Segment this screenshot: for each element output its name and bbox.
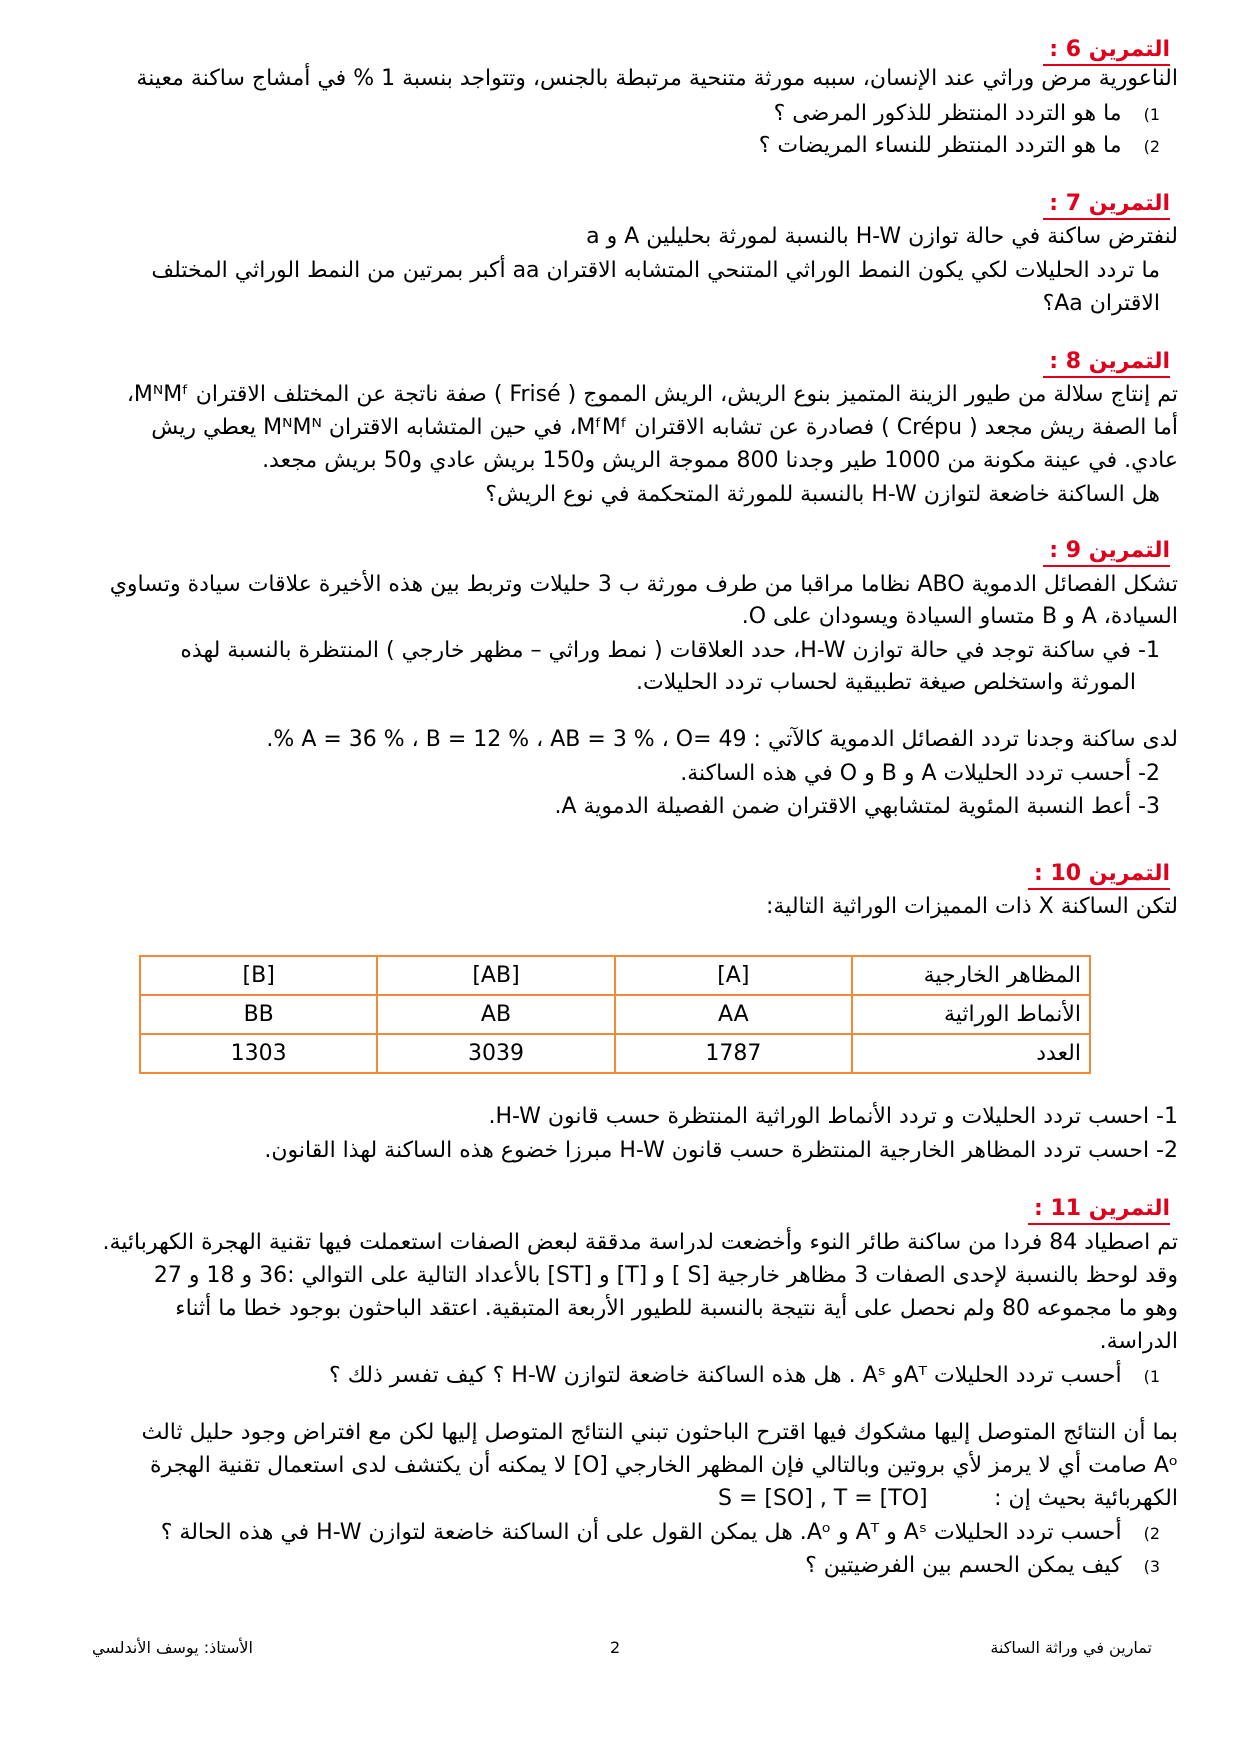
exercise-11-title: التمرين 11 : [1028, 1195, 1170, 1225]
table-cell: 1303 [140, 1034, 377, 1073]
exercise-9-line-2: السيادة، A و B متساو السيادة ويسودان على O. [741, 604, 1178, 629]
exercise-11-paragraph-2: Aᵒ صامت أي لا يرمز لأي بروتين وبالتالي فإن المظهر الخارجي [O] لا يمكنه أن يكتشف لدى استعمال تقنية الهجرة [150, 1453, 1178, 1478]
table-row-label: الأنماط الوراثية [852, 995, 1090, 1034]
exercise-11-question-3 [805, 1551, 1160, 1582]
exercise-9-line-4: المورثة واستخلص صيغة تطبيقية لحساب تردد الحليلات. [636, 670, 1136, 695]
exercise-11-line-4: الدراسة. [1099, 1329, 1178, 1354]
exercise-11-paragraph-3: الكهربائية بحيث إن : [994, 1486, 1178, 1511]
footer-page-number: 2 [610, 1638, 621, 1657]
exercise-7-title: التمرين 7 : [1043, 190, 1170, 220]
exercise-7-line-1: لنفترض ساكنة في حالة توازن H-W بالنسبة لمورثة بحليلين A و a [586, 224, 1178, 249]
exercise-8-line-1: تم إنتاج سلالة من طيور الزينة المتميز بنوع الريش، الريش المموج ( Frisé ) صفة ناتجة عن المختلف الاقتران MᴺMᶠ، [126, 382, 1178, 407]
exercise-7-line-3: الاقتران Aa؟ [1042, 291, 1160, 316]
exercise-11-formula: S = [SO] , T = [TO] [718, 1486, 928, 1511]
question-number: 2) [1143, 1524, 1160, 1543]
exercise-10-title: التمرين 10 : [1028, 860, 1170, 890]
table-cell: 3039 [377, 1034, 614, 1073]
exercise-8-line-4: هل الساكنة خاضعة لتوازن H-W بالنسبة للمورثة المتحكمة في نوع الريش؟ [485, 482, 1160, 507]
exercise-6-text: الناعورية مرض وراثي عند الإنسان، سببه مورثة متنحية مرتبطة بالجنس، وتتواجد بنسبة 1 % في أمشاج ساكنة معينة [136, 66, 1178, 91]
table-row [140, 995, 1090, 1034]
exercise-9-line-3: 1- في ساكنة توجد في حالة توازن H-W، حدد العلاقات ( نمط وراثي – مظهر خارجي ) المنتظرة بالنسبة لهذه [180, 638, 1160, 663]
question-text: أحسب تردد الحليلات Aˢ و Aᵀ و Aᵒ. هل يمكن القول على أن الساكنة خاضعة لتوازن H-W في هذه الحالة ؟ [160, 1520, 1122, 1545]
table-row-label: العدد [852, 1034, 1090, 1073]
exercise-7-line-2: ما تردد الحليلات لكي يكون النمط الوراثي المتنحي المتشابه الاقتران aa أكبر بمرتين من النمط الوراثي المختلف [151, 258, 1160, 283]
exercise-10-question-2: 2- احسب تردد المظاهر الخارجية المنتظرة حسب قانون H-W مبرزا خضوع هذه الساكنة لهذا القانون. [264, 1138, 1178, 1163]
exercise-9-line-5: لدى ساكنة وجدنا تردد الفصائل الدموية كالآتي : A = 36 % ، B = 12 % ، AB = 3 % ، O= 49 %. [266, 727, 1178, 752]
exercise-6-title: التمرين 6 : [1043, 36, 1170, 66]
exercise-11-paragraph-1: بما أن النتائج المتوصل إليها مشكوك فيها اقترح الباحثون تبني النتائج المتوصل إليها لكن مع افتراض وجود حليل ثالث [141, 1420, 1178, 1445]
table-row-label: المظاهر الخارجية [852, 956, 1090, 995]
exercise-9-line-6: 2- أحسب تردد الحليلات A و B و O في هذه الساكنة. [680, 761, 1160, 786]
table-cell: 1787 [615, 1034, 852, 1073]
table-cell: [B] [140, 956, 377, 995]
table-row [140, 956, 1090, 995]
exercise-11-line-1: تم اصطياد 84 فردا من ساكنة طائر النوء وأخضعت لدراسة مدققة لبعض الصفات استعملت فيها تقنية الهجرة الكهربائية. [102, 1230, 1178, 1255]
table-cell: AB [377, 995, 614, 1034]
question-number: 3) [1143, 1557, 1160, 1576]
exercise-9-title: التمرين 9 : [1043, 537, 1170, 567]
table-cell: BB [140, 995, 377, 1034]
question-text: ما هو التردد المنتظر للنساء المريضات ؟ [758, 133, 1122, 158]
question-number: 1) [1143, 1367, 1160, 1386]
genotype-table [139, 955, 1091, 1074]
footer-title: تمارين في وراثة الساكنة [990, 1638, 1152, 1657]
exercise-10-question-1: 1- احسب تردد الحليلات و تردد الأنماط الوراثية المنتظرة حسب قانون H-W. [488, 1104, 1178, 1129]
exercise-11-line-2: وقد لوحظ بالنسبة لإحدى الصفات 3 مظاهر خارجية [S ] و [T] و [ST] بالأعداد التالية على التوالي :36 و 18 و 27 [153, 1263, 1178, 1288]
exercise-11-line-3: وهو ما مجموعه 80 ولم نحصل على أية نتيجة بالنسبة للطيور الأربعة المتبقية. اعتقد الباحثون بوجود خطا ما أثناء [175, 1296, 1178, 1321]
exercise-10-intro: لتكن الساكنة X ذات المميزات الوراثية التالية: [766, 894, 1178, 919]
exercise-6-question-2 [759, 131, 1160, 162]
question-text: ما هو التردد المنتظر للذكور المرضى ؟ [773, 101, 1122, 126]
question-text: أحسب تردد الحليلات Aᵀو Aˢ . هل هذه الساكنة خاضعة لتوازن H-W ؟ كيف تفسر ذلك ؟ [329, 1363, 1122, 1388]
question-number: 2) [1143, 137, 1160, 156]
table-row [140, 1034, 1090, 1073]
exercise-6-question-1 [774, 99, 1160, 130]
exercise-11-question-2 [161, 1518, 1160, 1549]
table-cell: AA [615, 995, 852, 1034]
exercise-11-question-1 [329, 1361, 1160, 1392]
exercise-8-line-2: أما الصفة ريش مجعد ( Crépu ) فصادرة عن تشابه الاقتران MᶠMᶠ، في حين المتشابه الاقتران MᴺMᴺ يعطي ريش [151, 415, 1178, 440]
exercise-8-title: التمرين 8 : [1043, 348, 1170, 378]
exercise-9-line-7: 3- أعط النسبة المئوية لمتشابهي الاقتران ضمن الفصيلة الدموية A. [554, 794, 1160, 819]
exercise-9-line-1: تشكل الفصائل الدموية ABO نظاما مراقبا من طرف مورثة ب 3 حليلات وتربط بين هذه الأخيرة علاقات سيادة وتساوي [109, 572, 1178, 597]
question-text: كيف يمكن الحسم بين الفرضيتين ؟ [805, 1553, 1122, 1578]
question-number: 1) [1143, 105, 1160, 124]
table-cell: [AB] [377, 956, 614, 995]
footer-author: الأستاذ: يوسف الأندلسي [92, 1638, 253, 1657]
exercise-8-line-3: عادي. في عينة مكونة من 1000 طير وجدنا 800 مموجة الريش و150 بريش عادي و50 بريش مجعد. [262, 448, 1178, 473]
table-cell: [A] [615, 956, 852, 995]
